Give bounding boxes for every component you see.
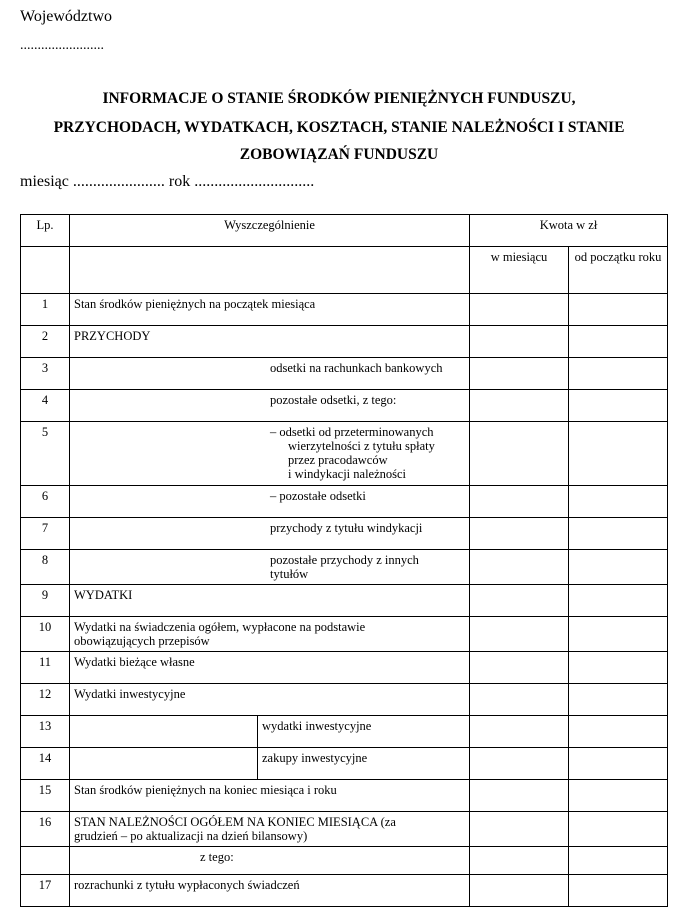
row-description: – pozostałe odsetki	[70, 486, 470, 518]
row-number: 13	[21, 716, 70, 748]
table-row	[21, 326, 668, 358]
amount-ytd-cell[interactable]	[569, 585, 668, 617]
row-number: 12	[21, 684, 70, 716]
row-number: 2	[21, 326, 70, 358]
amount-month-cell[interactable]	[470, 652, 569, 684]
table-row	[21, 294, 668, 326]
row-number: 3	[21, 358, 70, 390]
row-number: 11	[21, 652, 70, 684]
row-number: 9	[21, 585, 70, 617]
row-description: PRZYCHODY	[70, 326, 470, 358]
row-description	[70, 550, 470, 585]
header-lp: Lp.	[21, 215, 70, 247]
amount-ytd-cell[interactable]	[569, 652, 668, 684]
header-ytd: od początku roku	[569, 247, 668, 294]
table-row	[21, 617, 668, 652]
table-row	[21, 486, 668, 518]
financial-table	[20, 214, 668, 907]
table-row	[21, 847, 668, 875]
row-description-line: grudzień – po aktualizacji na dzień bilansowy)	[74, 829, 308, 843]
table-row	[21, 585, 668, 617]
row-description: Stan środków pieniężnych na koniec miesiąca i roku	[70, 780, 470, 812]
table-row	[21, 652, 668, 684]
amount-ytd-cell[interactable]	[569, 716, 668, 748]
table-row	[21, 684, 668, 716]
row-description-line: – odsetki od przeterminowanych	[270, 425, 434, 439]
header-amount: Kwota w zł	[470, 215, 668, 247]
table-row	[21, 716, 668, 748]
document-title-line-3: ZOBOWIĄZAŃ FUNDUSZU	[239, 146, 439, 163]
table-row	[21, 390, 668, 422]
header-month: w miesiącu	[470, 247, 569, 294]
row-description: Stan środków pieniężnych na początek miesiąca	[70, 294, 470, 326]
amount-month-cell[interactable]	[470, 748, 569, 780]
amount-month-cell[interactable]	[470, 294, 569, 326]
amount-month-cell[interactable]	[470, 847, 569, 875]
amount-ytd-cell[interactable]	[569, 684, 668, 716]
amount-ytd-cell[interactable]	[569, 748, 668, 780]
amount-month-cell[interactable]	[470, 518, 569, 550]
row-description: odsetki na rachunkach bankowych	[70, 358, 470, 390]
amount-ytd-cell[interactable]	[569, 875, 668, 907]
header-description: Wyszczególnienie	[70, 215, 470, 247]
voivodeship-label: Województwo	[20, 8, 113, 25]
amount-month-cell[interactable]	[470, 684, 569, 716]
table-row	[21, 748, 668, 780]
amount-ytd-cell[interactable]	[569, 518, 668, 550]
amount-month-cell[interactable]	[470, 326, 569, 358]
table-row	[21, 518, 668, 550]
row-number: 5	[21, 422, 70, 486]
amount-ytd-cell[interactable]	[569, 780, 668, 812]
row-description: Wydatki bieżące własne	[70, 652, 470, 684]
row-description: zakupy inwestycyjne	[258, 748, 470, 780]
row-description: wydatki inwestycyjne	[258, 716, 470, 748]
amount-ytd-cell[interactable]	[569, 550, 668, 585]
table-row	[21, 358, 668, 390]
row-description-line: tytułów	[270, 567, 309, 581]
row-number: 10	[21, 617, 70, 652]
document-title-line-2: PRZYCHODACH, WYDATKACH, KOSZTACH, STANIE NALEŻNOŚCI I STANIE	[53, 119, 625, 136]
amount-month-cell[interactable]	[470, 812, 569, 847]
table-row	[21, 780, 668, 812]
row-number: 4	[21, 390, 70, 422]
row-number: 17	[21, 875, 70, 907]
row-number	[21, 847, 70, 875]
amount-month-cell[interactable]	[470, 585, 569, 617]
row-description	[70, 812, 470, 847]
table-row	[21, 875, 668, 907]
amount-month-cell[interactable]	[470, 486, 569, 518]
row-description: rozrachunki z tytułu wypłaconych świadczeń	[70, 875, 470, 907]
row-number: 6	[21, 486, 70, 518]
row-description-line: pozostałe przychody z innych	[270, 553, 419, 567]
row-description-line: i windykacji należności	[288, 467, 407, 481]
table-row	[21, 812, 668, 847]
row-description	[70, 422, 470, 486]
row-number: 16	[21, 812, 70, 847]
amount-month-cell[interactable]	[470, 716, 569, 748]
amount-ytd-cell[interactable]	[569, 294, 668, 326]
row-description-empty	[70, 748, 258, 780]
amount-month-cell[interactable]	[470, 422, 569, 486]
amount-month-cell[interactable]	[470, 617, 569, 652]
header-desc-empty	[70, 247, 470, 294]
row-number: 7	[21, 518, 70, 550]
row-description: z tego:	[70, 847, 470, 875]
table-row	[21, 550, 668, 585]
row-number: 15	[21, 780, 70, 812]
row-description-line: obowiązujących przepisów	[74, 634, 210, 648]
document-title-line-1: INFORMACJE O STANIE ŚRODKÓW PIENIĘŻNYCH FUNDUSZU,	[102, 90, 576, 107]
amount-ytd-cell[interactable]	[569, 617, 668, 652]
period-line[interactable]: miesiąc ....................... rok ..............................	[20, 173, 315, 190]
row-description-empty	[70, 716, 258, 748]
amount-month-cell[interactable]	[470, 390, 569, 422]
row-number: 8	[21, 550, 70, 585]
row-number: 14	[21, 748, 70, 780]
amount-ytd-cell[interactable]	[569, 390, 668, 422]
row-number: 1	[21, 294, 70, 326]
row-description: przychody z tytułu windykacji	[70, 518, 470, 550]
amount-ytd-cell[interactable]	[569, 812, 668, 847]
row-description-line: Wydatki na świadczenia ogółem, wypłacone na podstawie	[74, 620, 366, 634]
row-description: pozostałe odsetki, z tego:	[70, 390, 470, 422]
amount-ytd-cell[interactable]	[569, 326, 668, 358]
amount-month-cell[interactable]	[470, 780, 569, 812]
row-description: WYDATKI	[70, 585, 470, 617]
row-description-line: przez pracodawców	[288, 453, 388, 467]
amount-ytd-cell[interactable]	[569, 422, 668, 486]
table-row	[21, 422, 668, 486]
amount-month-cell[interactable]	[470, 358, 569, 390]
amount-ytd-cell[interactable]	[569, 847, 668, 875]
amount-ytd-cell[interactable]	[569, 486, 668, 518]
row-description	[70, 617, 470, 652]
row-description-line: STAN NALEŻNOŚCI OGÓŁEM NA KONIEC MIESIĄCA (za	[74, 815, 396, 829]
amount-ytd-cell[interactable]	[569, 358, 668, 390]
amount-month-cell[interactable]	[470, 875, 569, 907]
header-lp-empty	[21, 247, 70, 294]
voivodeship-field[interactable]: ........................	[20, 38, 104, 53]
row-description: Wydatki inwestycyjne	[70, 684, 470, 716]
amount-month-cell[interactable]	[470, 550, 569, 585]
row-description-line: wierzytelności z tytułu spłaty	[288, 439, 435, 453]
